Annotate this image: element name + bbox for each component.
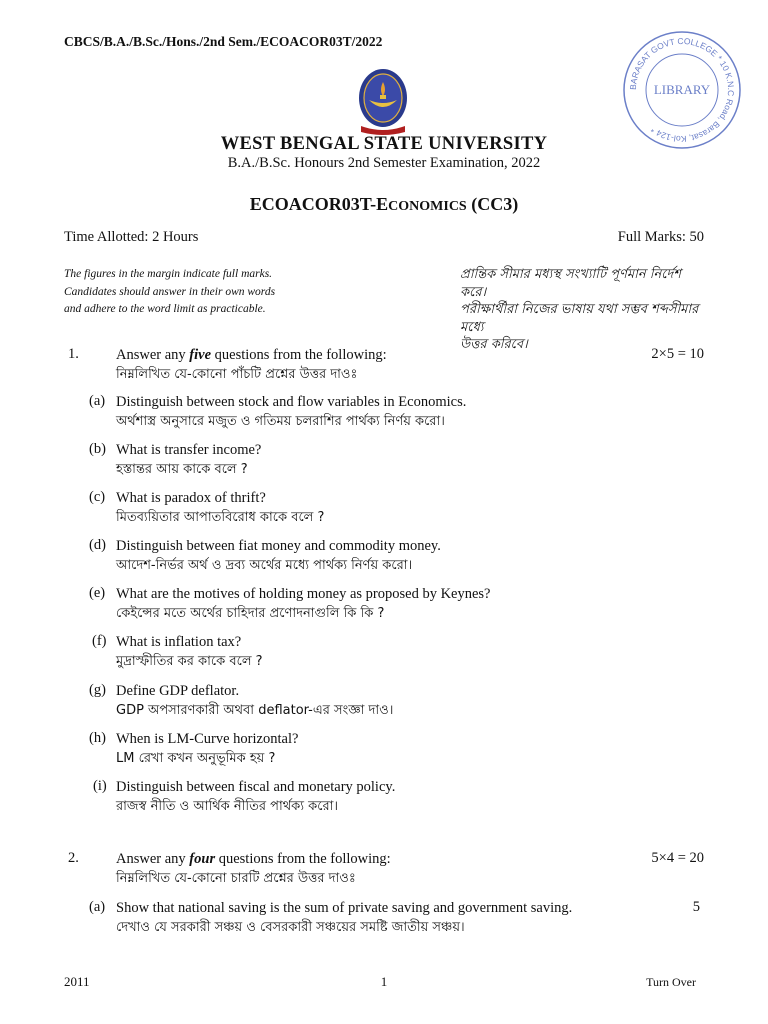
q2-item-marks: 5 <box>692 899 700 915</box>
q2-text-post: questions from the following: <box>215 851 391 867</box>
q1-text-post: questions from the following: <box>211 347 387 363</box>
q1-item-label: (a) <box>89 393 106 409</box>
instructions-bengali <box>460 266 710 354</box>
q1-item-label: (c) <box>89 489 106 505</box>
q1-item-english: What are the motives of holding money as proposed by Keynes? <box>116 586 491 602</box>
q1-item <box>116 393 466 431</box>
q1-item-english: What is paradox of thrift? <box>116 490 266 506</box>
instruction-line: উত্তর করিবে। <box>460 337 528 352</box>
question-1-number: 1. <box>68 346 79 362</box>
q1-item <box>116 585 491 623</box>
q1-item-bengali: কেইন্সের মতে অর্থের চাহিদার প্রণোদনাগুলি কি কি ? <box>116 606 385 621</box>
q2-item <box>116 899 572 937</box>
instruction-line: The figures in the margin indicate full marks. <box>64 268 273 280</box>
q1-item-english: What is inflation tax? <box>116 634 242 650</box>
q1-item <box>116 537 441 575</box>
q1-item-bengali: LM রেখা কখন অনুভূমিক হয় ? <box>116 751 276 766</box>
q1-item <box>116 682 393 720</box>
q1-item-english: Define GDP deflator. <box>116 683 240 699</box>
question-2-instruction <box>116 850 391 888</box>
stamp-center-text: LIBRARY <box>653 82 711 97</box>
paper-title <box>0 194 768 215</box>
instruction-line: প্রান্তিক সীমার মধ্যস্থ সংখ্যাটি পূর্ণমান নির্দেশ করে। <box>460 267 681 300</box>
university-name: WEST BENGAL STATE UNIVERSITY <box>220 134 548 154</box>
paper-title-tail: (CC3) <box>466 194 519 214</box>
q1-item-english: Distinguish between stock and flow variables in Economics. <box>116 394 467 410</box>
instructions-english <box>64 266 364 319</box>
q1-item-label: (h) <box>89 730 106 746</box>
turn-over-note: Turn Over <box>646 975 696 989</box>
q1-item-english: Distinguish between fiscal and monetary policy. <box>116 779 396 795</box>
q1-item-label: (g) <box>89 682 106 698</box>
question-2-number: 2. <box>68 850 79 866</box>
question-1-instruction <box>116 346 387 384</box>
time-allotted: Time Allotted: 2 Hours <box>64 229 199 245</box>
q1-item-label: (b) <box>89 441 106 457</box>
q1-item-bengali: অর্থশাস্ত্র অনুসারে মজুত ও গতিময় চলরাশির পার্থক্য নির্ণয় করো। <box>116 414 445 429</box>
full-marks: Full Marks: 50 <box>617 229 704 245</box>
paper-title-rest: CONOMICS <box>388 199 467 214</box>
library-stamp <box>622 30 742 150</box>
q1-item <box>116 489 324 527</box>
q1-text-emphasis: five <box>189 347 212 363</box>
university-logo <box>347 66 419 138</box>
instruction-line: Candidates should answer in their own words <box>64 285 276 298</box>
q1-item <box>116 633 263 671</box>
paper-code: ECOACOR03T- <box>249 194 377 214</box>
q2-text-pre: Answer any <box>116 851 190 867</box>
stamp-ring-text: BARASAT GOVT COLLEGE * 10 K.N.C Road, Barasat, Kol-124 * <box>627 35 737 145</box>
instruction-line: পরীক্ষার্থীরা নিজের ভাষায় যথা সম্ভব শব্দসীমার মধ্যে <box>460 302 699 335</box>
q1-item-english: What is transfer income? <box>116 442 262 458</box>
footer-code: 2011 <box>64 974 90 989</box>
q2-item-bengali: দেখাও যে সরকারী সঞ্চয় ও বেসরকারী সঞ্চয়ের সমষ্টি জাতীয় সঞ্চয়। <box>116 920 465 935</box>
q1-item-bengali: মুদ্রাস্ফীতির কর কাকে বলে ? <box>116 654 263 669</box>
q1-bengali: নিম্নলিখিত যে-কোনো পাঁচটি প্রশ্নের উত্তর দাওঃ <box>116 367 358 382</box>
q1-text-pre: Answer any <box>116 347 190 363</box>
question-1-marks: 2×5 = 10 <box>651 346 704 362</box>
q1-item <box>116 730 298 768</box>
exam-title: B.A./B.Sc. Honours 2nd Semester Examination, 2022 <box>227 155 541 171</box>
q2-item-label: (a) <box>89 899 106 915</box>
q1-item <box>116 778 395 816</box>
q2-bengali: নিম্নলিখিত যে-কোনো চারটি প্রশ্নের উত্তর দাওঃ <box>116 871 356 886</box>
q1-item-english: Distinguish between fiat money and commodity money. <box>116 538 441 554</box>
q2-text-emphasis: four <box>189 851 216 867</box>
q1-item <box>116 441 261 479</box>
instruction-line: and adhere to the word limit as practicable. <box>64 303 266 315</box>
q1-item-bengali: আদেশ-নির্ভর অর্থ ও দ্রব্য অর্থের মধ্যে পার্থক্য নির্ণয় করো। <box>116 558 413 573</box>
q1-item-label: (f) <box>92 633 107 649</box>
q1-item-label: (e) <box>89 585 106 601</box>
paper-title-initial: E <box>376 194 389 214</box>
q1-item-label: (i) <box>93 778 107 794</box>
q1-item-bengali: হস্তান্তর আয় কাকে বলে ? <box>116 462 248 477</box>
page-number: 1 <box>380 974 388 989</box>
q1-item-label: (d) <box>89 537 106 553</box>
q1-item-bengali: রাজস্ব নীতি ও আর্থিক নীতির পার্থক্য করো। <box>116 799 339 814</box>
q1-item-bengali: GDP অপসারণকারী অথবা deflator-এর সংজ্ঞা দাও। <box>116 703 394 718</box>
paper-reference-code: CBCS/B.A./B.Sc./Hons./2nd Sem./ECOACOR03T/2022 <box>64 34 383 49</box>
q1-item-bengali: মিতব্যয়িতার আপাতবিরোধ কাকে বলে ? <box>116 510 325 525</box>
q1-item-english: When is LM-Curve horizontal? <box>116 731 299 747</box>
question-2-marks: 5×4 = 20 <box>651 850 704 866</box>
q2-item-english: Show that national saving is the sum of private saving and government saving. <box>116 900 573 916</box>
